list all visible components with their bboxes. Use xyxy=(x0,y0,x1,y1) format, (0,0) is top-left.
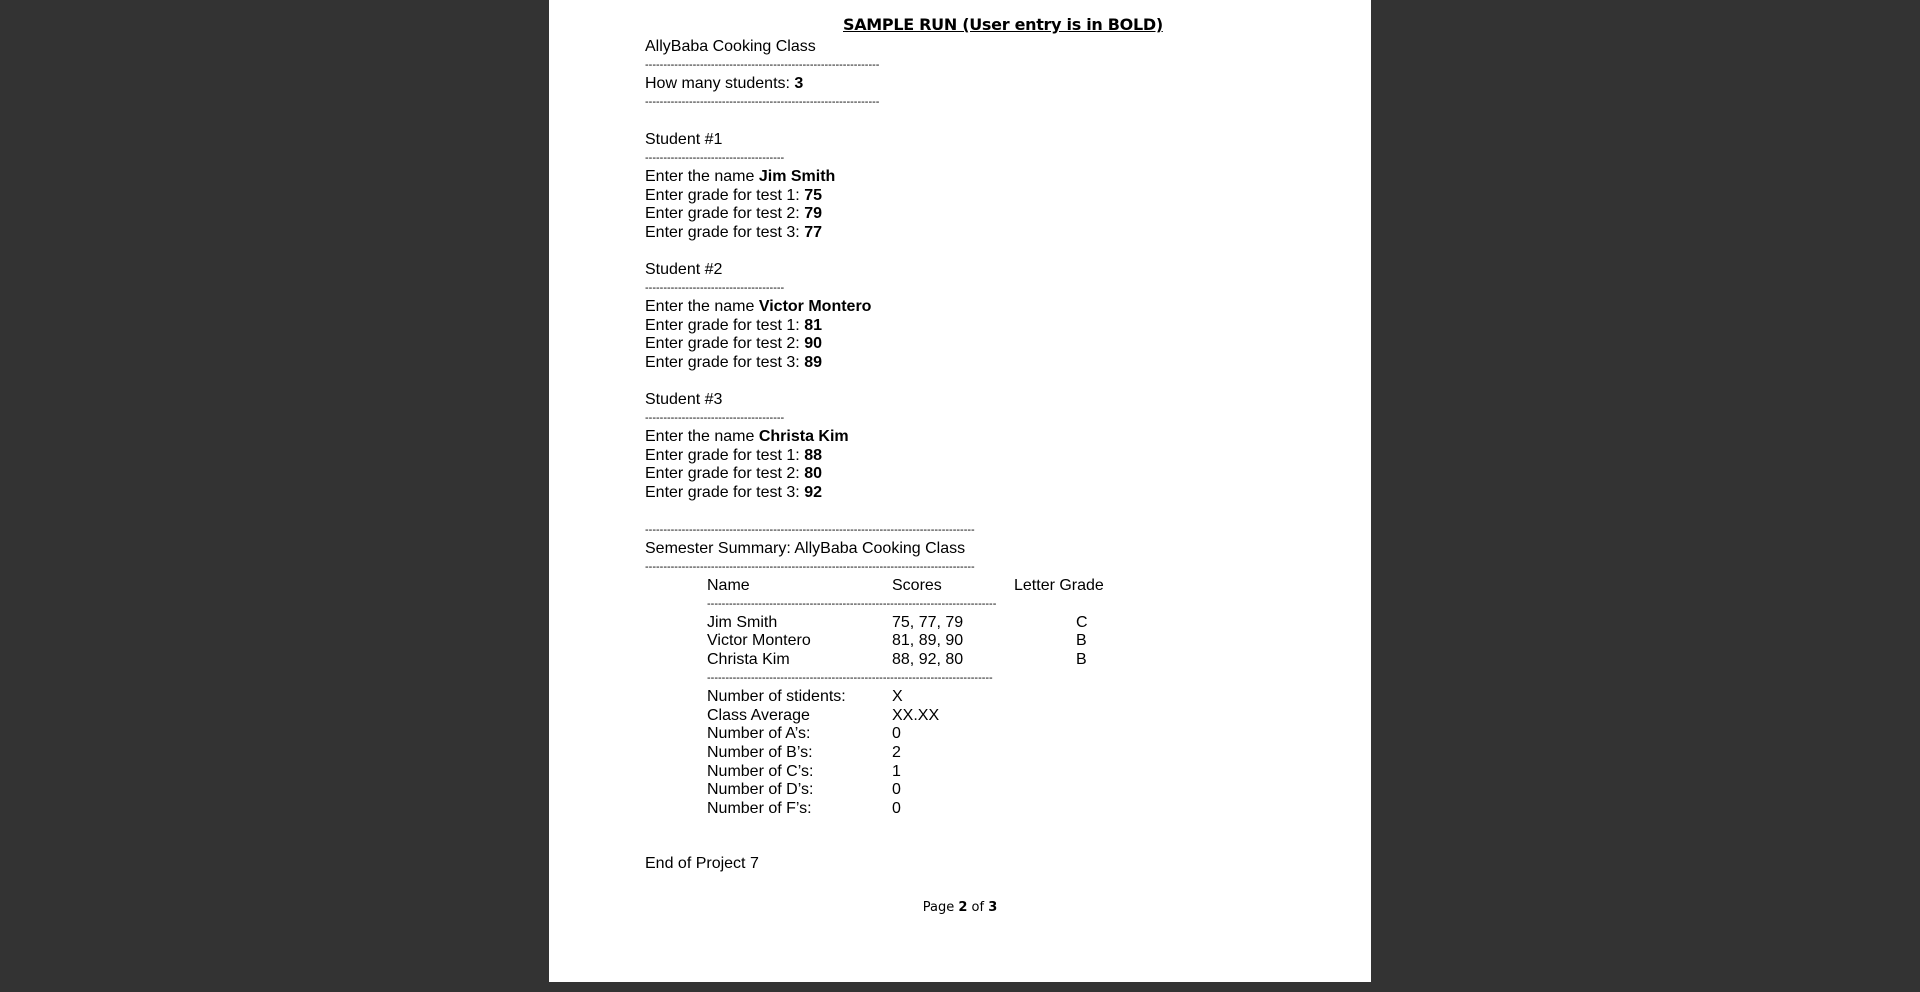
row-scores: 81, 89, 90 xyxy=(892,632,964,649)
name-entry-line xyxy=(645,167,835,186)
divider: ------------------------------------------------------------------------------------------ xyxy=(645,524,975,536)
grade-prompt: Enter grade for test 3: xyxy=(645,354,805,371)
divider: ---------------------------------------------------------------- xyxy=(645,59,880,71)
student-heading: Student #1 xyxy=(645,131,723,148)
stat-label: Number of B’s: xyxy=(707,744,813,761)
stat-value: 0 xyxy=(892,781,901,798)
name-prompt: Enter the name xyxy=(645,168,759,185)
grade-entry-line xyxy=(645,353,822,372)
stat-value: XX.XX xyxy=(892,707,940,724)
name-entry-line xyxy=(645,427,849,446)
grade-entry-line xyxy=(645,446,822,465)
divider: -------------------------------------- xyxy=(645,412,785,424)
row-grade: B xyxy=(1076,632,1087,649)
grade-entry-line xyxy=(645,316,822,335)
row-scores: 75, 77, 79 xyxy=(892,614,964,631)
grade-value: 80 xyxy=(804,465,822,482)
stat-label: Number of C’s: xyxy=(707,763,814,780)
grade-value: 77 xyxy=(804,224,822,241)
grade-entry-line xyxy=(645,204,822,223)
row-grade: B xyxy=(1076,651,1087,668)
grade-value: 79 xyxy=(804,205,822,222)
stat-label: Number of A’s: xyxy=(707,725,811,742)
grade-value: 90 xyxy=(804,335,822,352)
student-heading: Student #3 xyxy=(645,391,723,408)
divider: ---------------------------------------------------------------- xyxy=(645,96,880,108)
row-name: Victor Montero xyxy=(707,632,811,649)
grade-prompt: Enter grade for test 2: xyxy=(645,205,805,222)
row-name: Jim Smith xyxy=(707,614,778,631)
stat-value: 0 xyxy=(892,725,901,742)
grade-prompt: Enter grade for test 1: xyxy=(645,187,805,204)
grade-prompt: Enter grade for test 1: xyxy=(645,317,805,334)
of-word: of xyxy=(967,900,989,915)
how-many-value: 3 xyxy=(794,75,804,92)
class-name-line: AllyBaba Cooking Class xyxy=(645,38,816,55)
column-header-letter-grade: Letter Grade xyxy=(1014,577,1104,594)
stat-value: 1 xyxy=(892,763,901,780)
stat-label: Class Average xyxy=(707,707,810,724)
page-number-footer xyxy=(549,900,1371,916)
stat-value: 2 xyxy=(892,744,901,761)
stat-label: Number of F’s: xyxy=(707,800,812,817)
page-word: Page xyxy=(922,900,959,915)
grade-value: 81 xyxy=(804,317,822,334)
how-many-prompt: How many students: xyxy=(645,75,795,92)
divider: -------------------------------------- xyxy=(645,282,785,294)
grade-value: 88 xyxy=(804,447,822,464)
stat-label: Number of D’s: xyxy=(707,781,814,798)
grade-value: 92 xyxy=(804,484,822,501)
grade-entry-line xyxy=(645,464,822,483)
divider: ------------------------------------------------------------------------------------------ xyxy=(645,561,975,573)
column-header-name: Name xyxy=(707,577,750,594)
student-name: Victor Montero xyxy=(758,298,872,315)
stat-label: Number of stidents: xyxy=(707,688,846,705)
grade-entry-line xyxy=(645,334,822,353)
row-scores: 88, 92, 80 xyxy=(892,651,964,668)
divider: ------------------------------------------------------------------------------- xyxy=(707,598,997,610)
name-prompt: Enter the name xyxy=(645,428,759,445)
grade-prompt: Enter grade for test 1: xyxy=(645,447,805,464)
grade-prompt: Enter grade for test 3: xyxy=(645,484,805,501)
student-name: Jim Smith xyxy=(758,168,836,185)
end-text: End of Project 7 xyxy=(645,855,759,872)
name-entry-line xyxy=(645,297,871,316)
column-header-scores: Scores xyxy=(892,577,942,594)
how-many-students-line xyxy=(645,74,803,93)
current-page: 2 xyxy=(958,900,968,915)
grade-prompt: Enter grade for test 3: xyxy=(645,224,805,241)
document-page xyxy=(549,0,1371,982)
student-name: Christa Kim xyxy=(758,428,849,445)
row-name: Christa Kim xyxy=(707,651,790,668)
stat-value: X xyxy=(892,688,903,705)
total-pages: 3 xyxy=(988,900,998,915)
grade-prompt: Enter grade for test 2: xyxy=(645,465,805,482)
divider: ------------------------------------------------------------------------------ xyxy=(707,672,993,684)
grade-entry-line xyxy=(645,186,822,205)
stat-value: 0 xyxy=(892,800,901,817)
student-heading: Student #2 xyxy=(645,261,723,278)
grade-prompt: Enter grade for test 2: xyxy=(645,335,805,352)
grade-value: 89 xyxy=(804,354,822,371)
page-title: SAMPLE RUN (User entry is in BOLD) xyxy=(843,15,1163,34)
row-grade: C xyxy=(1076,614,1088,631)
name-prompt: Enter the name xyxy=(645,298,759,315)
grade-entry-line xyxy=(645,223,822,242)
grade-entry-line xyxy=(645,483,822,502)
divider: -------------------------------------- xyxy=(645,152,785,164)
summary-title: Semester Summary: AllyBaba Cooking Class xyxy=(645,540,966,557)
grade-value: 75 xyxy=(804,187,822,204)
